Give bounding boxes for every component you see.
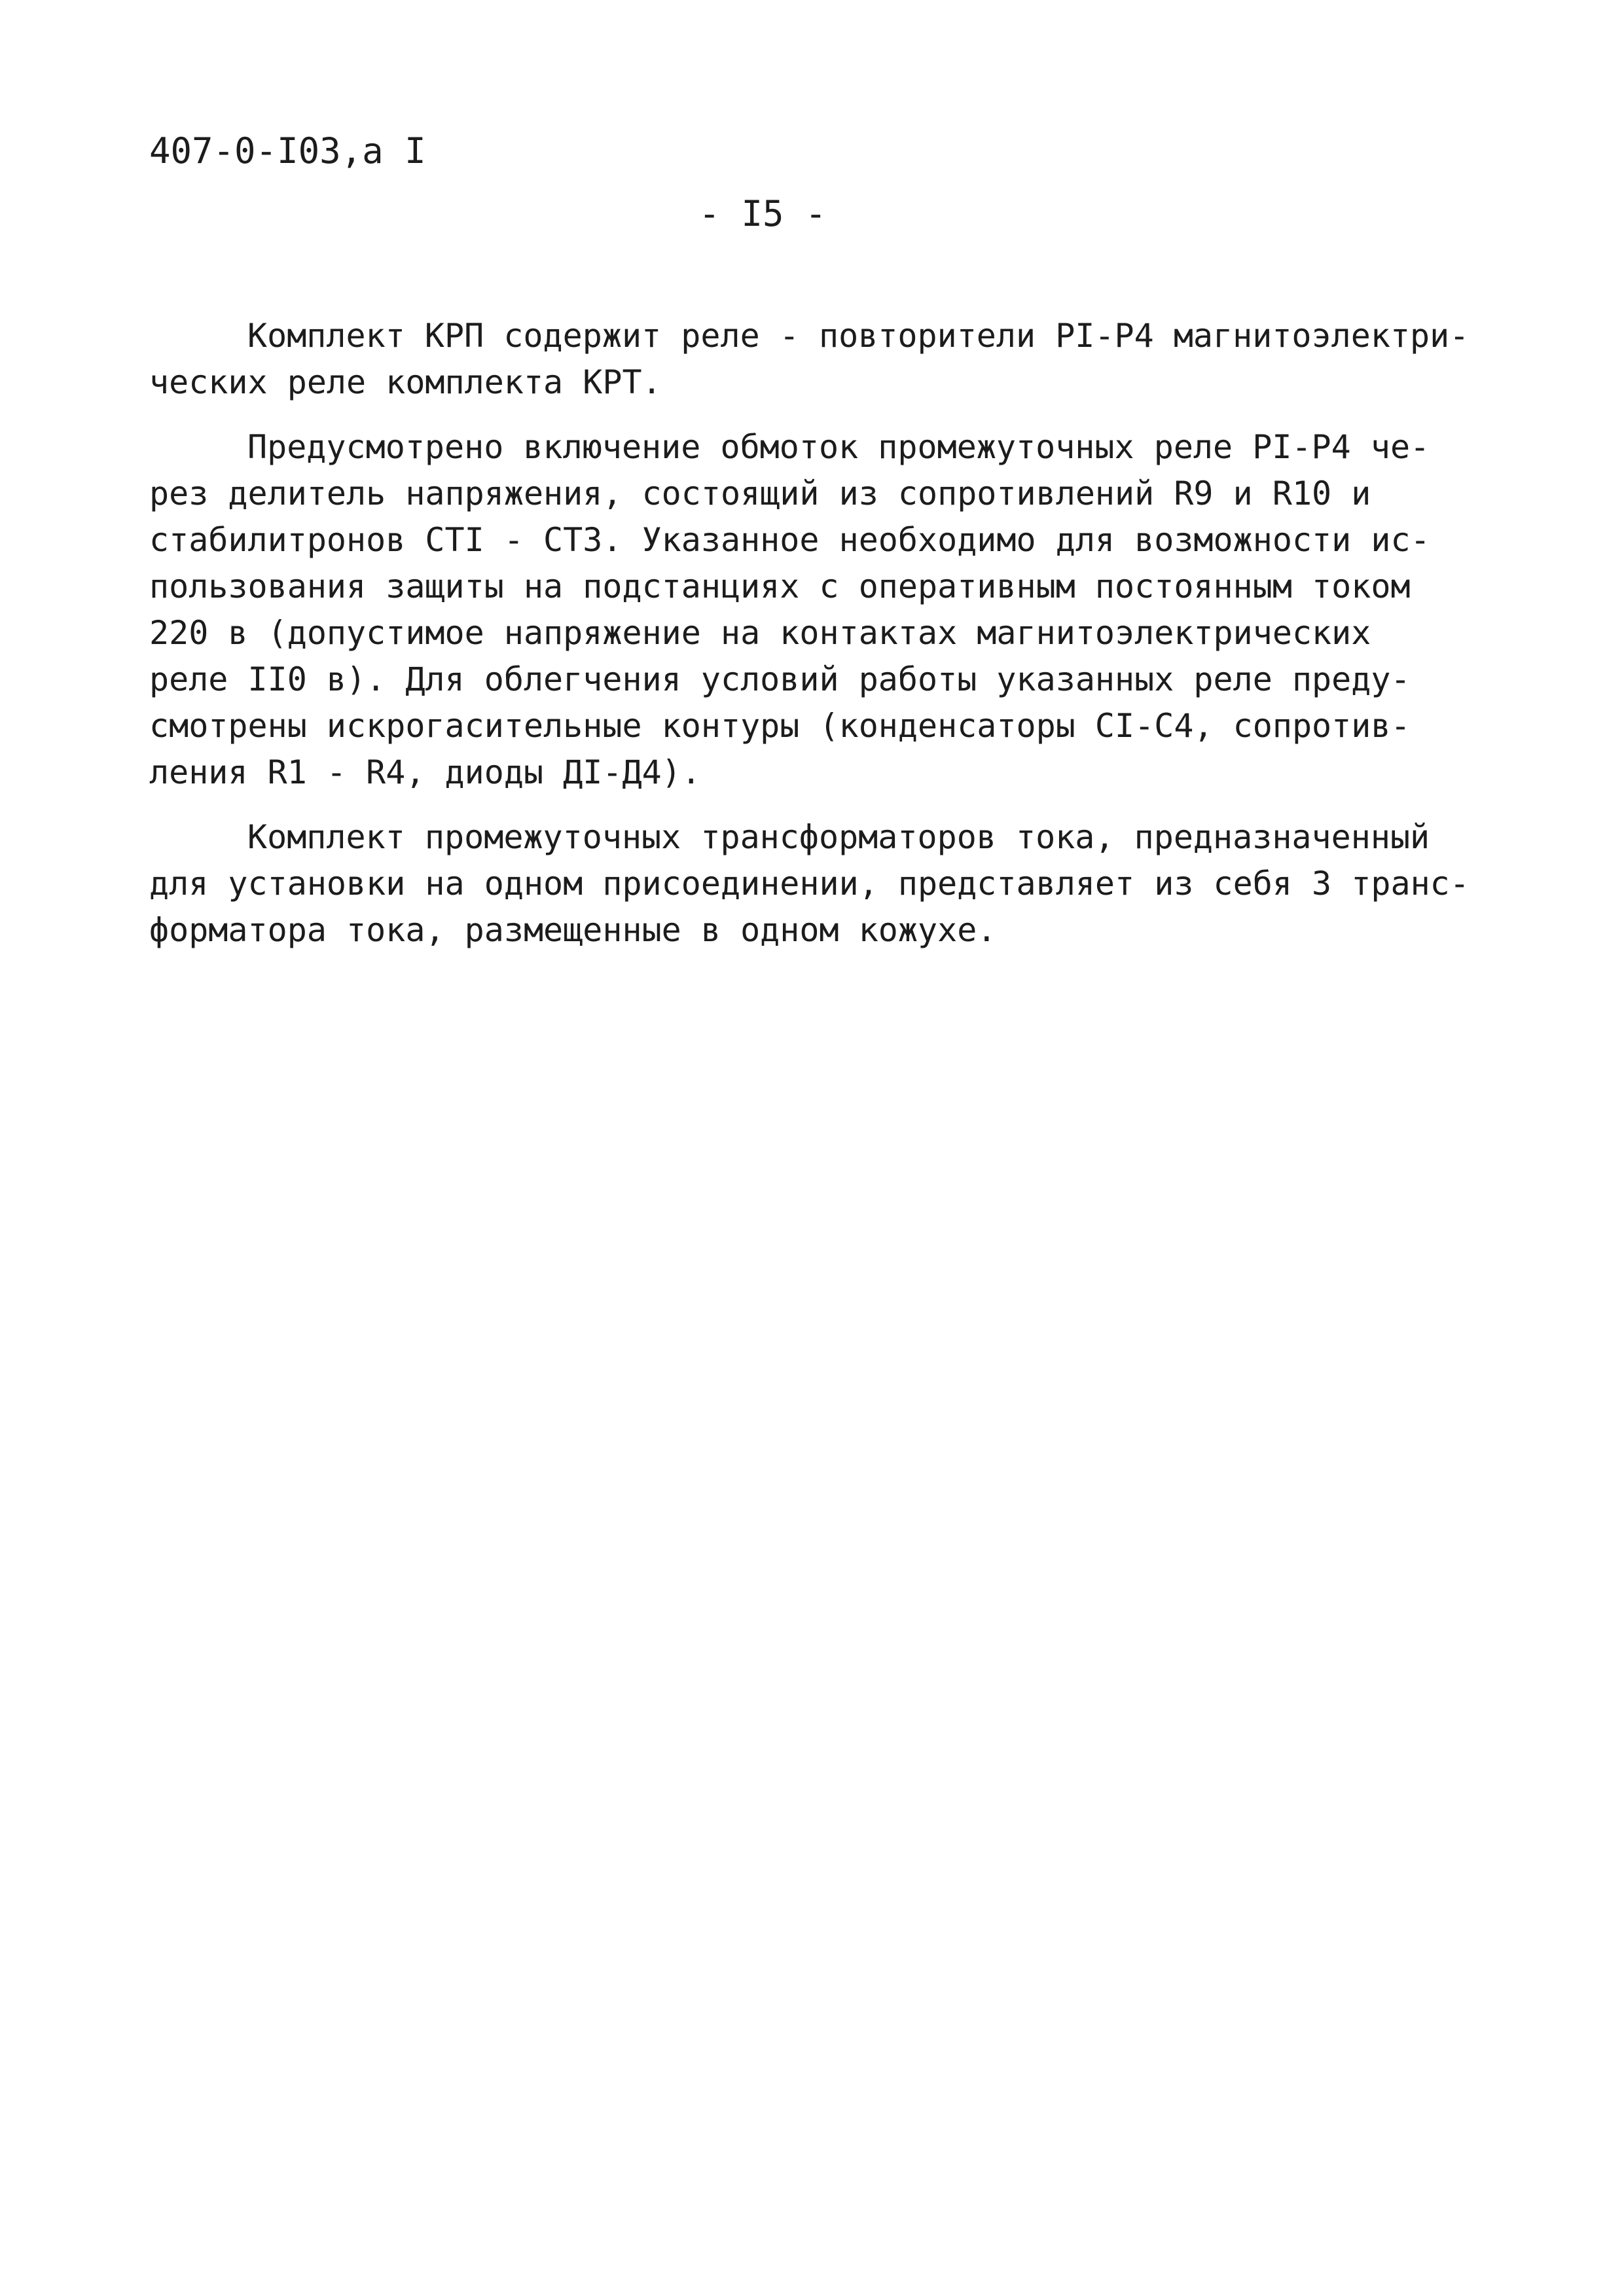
text-line: форматора тока, размещенные в одном кожухе.	[149, 911, 997, 949]
text-line: смотрены искрогасительные контуры (конденсаторы СI-С4, сопротив-	[149, 707, 1411, 745]
text-line: Предусмотрено включение обмоток промежуточных реле РI-Р4 че-	[247, 428, 1430, 466]
text-line: ления R1 - R4, диоды ДI-Д4).	[149, 753, 701, 791]
text-line: рез делитель напряжения, состоящий из сопротивлений R9 и R10 и	[149, 475, 1371, 512]
text-line: 220 в (допустимое напряжение на контактах магнитоэлектрических	[149, 614, 1371, 652]
paragraph-relay-windings	[149, 424, 1485, 796]
paragraph-current-transformers	[149, 814, 1485, 954]
body-text	[149, 313, 1485, 972]
page-number: - I5 -	[698, 193, 827, 234]
text-line: пользования защиты на подстанциях с оперативным постоянным током	[149, 567, 1411, 605]
text-line: стабилитронов СТI - СТЗ. Указанное необходимо для возможности ис-	[149, 521, 1430, 559]
text-line: ческих реле комплекта КРТ.	[149, 363, 662, 401]
text-line: Комплект КРП содержит реле - повторители РI-Р4 магнитоэлектри-	[247, 317, 1470, 355]
document-code: 407-0-I03,а I	[149, 130, 426, 171]
text-line: Комплект промежуточных трансформаторов тока, предназначенный	[247, 818, 1430, 856]
text-line: реле II0 в). Для облегчения условий работы указанных реле преду-	[149, 660, 1411, 698]
paragraph-krp-set	[149, 313, 1485, 406]
text-line: для установки на одном присоединении, представляет из себя 3 транс-	[149, 865, 1470, 903]
